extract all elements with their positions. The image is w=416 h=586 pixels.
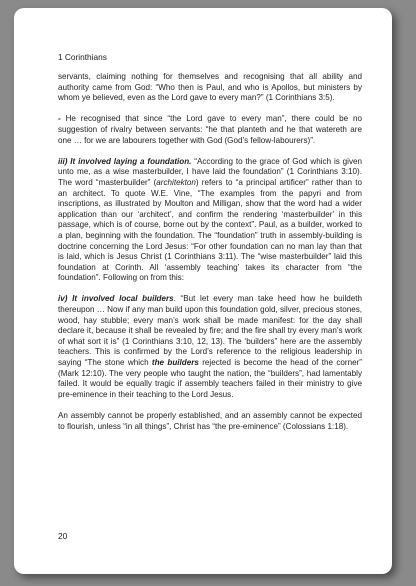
paragraph-3-text-a: “According to the grace of God which is given unto me, as a wise masterbuilder, I have laid the foundation” (1 Corinthians 3:10). The word “masterbuilder” ( [58,156,362,187]
emphasis-builders: the builders [151,358,199,368]
paragraph-3-text-b: ) refers to “a principal artificer” rather than to an architect. To quote W.E. Vine, “The examples from the papyri and from inscriptions, as illustrated by Moulton and Milligan, show that the word had a wider application than our ‘architect’, and confirm the rendering ‘masterbuilder’ in this passage, which is of course, borne out by the context”. Paul, as a builder, worked to a plan, beginning with the foundation. The “foundation” truth in assembly-building is doctrine concerning the Lord Jesus: “For other foundation can no man lay than that is laid, which is Jesus Christ (1 Corinthians 3:11). The “wise masterbuilder” laid this foundation at Corinth. All ‘assembly teaching’ takes its character from “the foundation”. Following on from this: [58,177,362,283]
paragraph-3 [58,157,362,284]
running-header: 1 Corinthians [58,52,107,62]
paragraph-2-dash: - [58,114,66,124]
greek-term: architekton [156,177,196,187]
paragraph-5: An assembly cannot be properly established, and an assembly cannot be expected to flourish, unless “in all things”, Christ has “the pre-eminence” (Colossians 1:18). [58,411,362,431]
paragraph-2 [58,114,362,146]
page-body [58,72,362,443]
paragraph-1: servants, claiming nothing for themselves and recognising that all ability and authority came from God: “Who then is Paul, and who is Apollos, but ministers by whom ye believed, even as the Lord gave to every man?” (1 Corinthians 3:5). [58,72,362,103]
paragraph-4-text-b: rejected is become the head of the corner” (Mark 12:10). The very people who taught the nation, the “builders”, had lamentably failed. It would be equally tragic if assembly teachers failed in their ministry to give pre-eminence in their teaching to the Lord Jesus. [58,358,362,399]
section-heading-iii: iii) It involved laying a foundation. [58,156,192,166]
paragraph-4 [58,294,362,400]
page-number: 20 [58,531,68,541]
paragraph-4-text-a: . “But let every man take heed how he buildeth thereupon … Now if any man build upon this foundation gold, silver, precious stones, wood, hay stubble; every man’s work shall be made manifest: for the day shall declare it, because it shall be revealed by fire; and the fire shall try every man’s work of what sort it is” (1 Corinthians 3:10, 12, 13). The ‘builders” here are the assembly teachers. This is confirmed by the Lord’s reference to the religious leadership in saying “The stone which [58,294,363,368]
paragraph-2-text: He recognised that since “the Lord gave to every man”, there could be no suggestion of rivalry between servants: “he that planteth and he that watereth are one … for we are labourers together with God (God’s fellow-labourers)”. [58,114,362,145]
section-heading-iv: iv) It involved local builders [58,294,174,304]
book-page [14,8,392,574]
